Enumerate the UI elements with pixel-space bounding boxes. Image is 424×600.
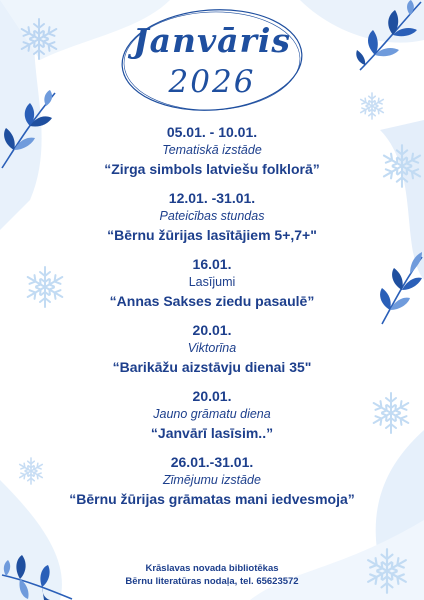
- event-date: 20.01.: [192, 322, 232, 338]
- event-item: [0, 388, 424, 454]
- event-date: 26.01.-31.01.: [170, 454, 254, 470]
- footer: [0, 562, 424, 588]
- event-type: Tematiskā izstāde: [162, 143, 262, 157]
- event-item: [0, 124, 424, 190]
- event-date: 12.01. -31.01.: [168, 190, 256, 206]
- footer-department-contact: Bērnu literatūras nodaļa, tel. 65623572: [125, 576, 299, 587]
- event-item: [0, 190, 424, 256]
- event-name: “Bērnu žūrijas lasītājiem 5+,7+": [107, 227, 317, 243]
- leaf-branch-icon: [355, 0, 424, 75]
- event-name: “Bērnu žūrijas grāmatas mani iedvesmoja”: [69, 491, 355, 507]
- event-item: [0, 322, 424, 388]
- snowflake-icon: [16, 16, 62, 62]
- event-name: “Janvārī lasīsim..”: [150, 425, 274, 441]
- event-item: [0, 256, 424, 322]
- event-name: “Barikāžu aizstāvju dienai 35": [112, 359, 312, 375]
- title-month: Janvāris: [132, 21, 292, 60]
- event-date: 05.01. - 10.01.: [166, 124, 258, 140]
- event-type: Zīmējumu izstāde: [163, 473, 261, 487]
- event-type: Lasījumi: [188, 275, 236, 289]
- snowflake-icon: [357, 91, 387, 121]
- event-type: Pateicības stundas: [159, 209, 265, 223]
- event-type: Jauno grāmatu diena: [153, 407, 271, 421]
- title-year: 2026: [168, 64, 256, 100]
- event-name: “Annas Sakses ziedu pasaulē”: [109, 293, 315, 309]
- event-date: 16.01.: [192, 256, 232, 272]
- footer-library-name: Krāslavas novada bibliotēkas: [145, 563, 279, 574]
- event-type: Viktorīna: [187, 341, 237, 355]
- event-date: 20.01.: [192, 388, 232, 404]
- events-list: [0, 124, 424, 520]
- event-name: “Zirga simbols latviešu folklorā”: [104, 161, 320, 177]
- event-item: [0, 454, 424, 520]
